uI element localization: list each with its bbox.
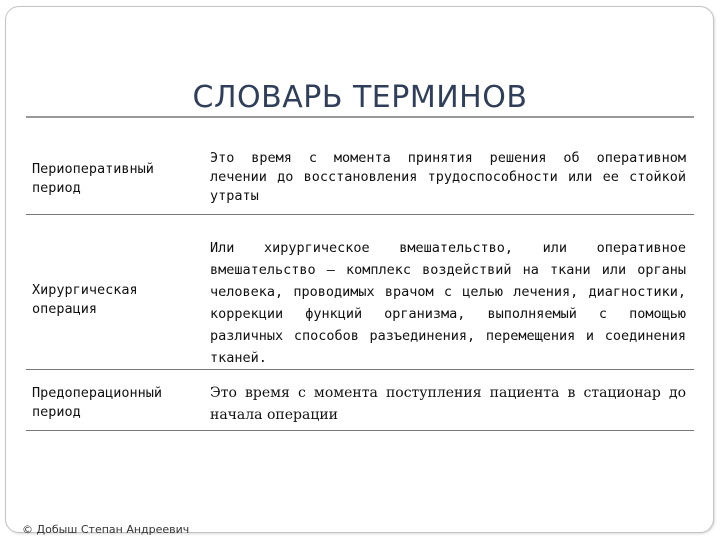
term-surgical-operation: Хирургическая операция <box>32 282 138 317</box>
title-divider <box>26 116 694 118</box>
definition-perioperative-period: Это время с момента принятия решения об оперативном лечении до восстановления трудоспособности или ее стойкой утраты <box>210 150 686 204</box>
row-divider <box>26 369 694 370</box>
row-divider <box>26 214 694 215</box>
copyright-footer: © Добыш Степан Андреевич <box>22 523 190 536</box>
definition-surgical-operation: Или хирургическое вмешательство, или оперативное вмешательство — комплекс воздействий на ткани или органы человека, проводимых врачом с целью лечения, диагностики, коррекции функций организма, выполняемый с помощью различных способов разъединения, перемещения и соединения тканей. <box>210 240 686 366</box>
term-preoperative-period: Предоперационный период <box>32 385 163 420</box>
row-divider <box>26 430 694 431</box>
slide-title: СЛОВАРЬ ТЕРМИНОВ <box>192 80 528 116</box>
definition-preoperative-period: Это время с момента поступления пациента в стационар до начала операции <box>210 385 686 423</box>
term-perioperative-period: Периоперативный период <box>32 161 154 196</box>
